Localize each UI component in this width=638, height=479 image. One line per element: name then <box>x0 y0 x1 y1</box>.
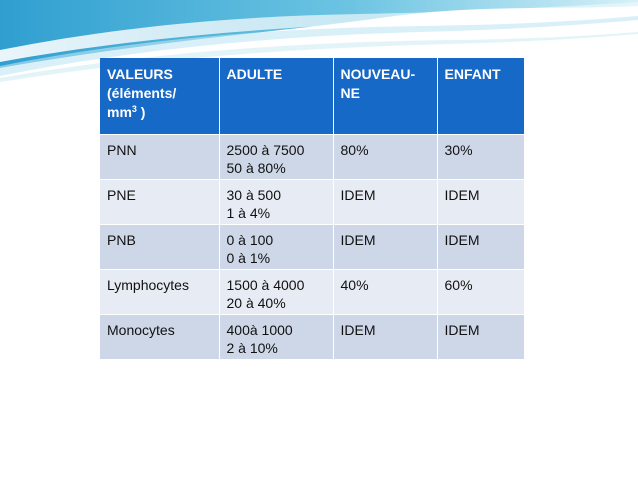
cell-name: Lymphocytes <box>100 269 219 314</box>
cell-nouveau-ne: 40% <box>333 269 437 314</box>
cell-name: PNE <box>100 179 219 224</box>
cell-adulte <box>219 179 333 224</box>
cell-adulte <box>219 224 333 269</box>
table-row-pne <box>100 179 524 224</box>
cell-enfant: 60% <box>437 269 524 314</box>
header-enfant-label: ENFANT <box>444 66 501 82</box>
header-valeurs-unit: mm <box>107 104 132 120</box>
table-row-lymphocytes <box>100 269 524 314</box>
cell-name: PNN <box>100 134 219 179</box>
header-valeurs-line1: VALEURS <box>107 66 173 82</box>
cell-enfant: IDEM <box>437 224 524 269</box>
table-row-pnb <box>100 224 524 269</box>
cell-enfant: IDEM <box>437 314 524 359</box>
cell-adulte-range: 400à 1000 <box>226 321 293 338</box>
header-nouveau-ne-line1: NOUVEAU- <box>340 66 416 82</box>
cell-adulte-range: 2500 à 7500 <box>226 141 305 158</box>
cell-adulte-pct: 1 à 4% <box>226 204 271 221</box>
header-adulte-label: ADULTE <box>226 66 283 82</box>
cell-adulte <box>219 134 333 179</box>
cell-adulte-range: 1500 à 4000 <box>226 276 305 293</box>
header-valeurs <box>100 58 219 134</box>
cell-name: Monocytes <box>100 314 219 359</box>
header-enfant <box>437 58 524 134</box>
table-header-row <box>100 58 524 134</box>
cell-adulte-range: 0 à 100 <box>226 231 274 248</box>
blood-values-table <box>100 58 524 359</box>
cell-adulte-pct: 2 à 10% <box>226 339 278 356</box>
header-nouveau-ne <box>333 58 437 134</box>
header-valeurs-line3 <box>107 103 213 122</box>
cell-adulte-range: 30 à 500 <box>226 186 281 203</box>
cell-adulte <box>219 314 333 359</box>
cell-enfant: IDEM <box>437 179 524 224</box>
table-row-pnn <box>100 134 524 179</box>
cell-adulte-pct: 50 à 80% <box>226 159 286 176</box>
header-valeurs-line2: (éléments/ <box>107 85 177 101</box>
table-row-monocytes <box>100 314 524 359</box>
cell-name: PNB <box>100 224 219 269</box>
header-valeurs-close: ) <box>136 104 146 120</box>
cell-adulte-pct: 20 à 40% <box>226 294 286 311</box>
cell-nouveau-ne: IDEM <box>333 179 437 224</box>
cell-nouveau-ne: IDEM <box>333 224 437 269</box>
cell-adulte-pct: 0 à 1% <box>226 249 271 266</box>
header-adulte <box>219 58 333 134</box>
cell-enfant: 30% <box>437 134 524 179</box>
cell-nouveau-ne: 80% <box>333 134 437 179</box>
cell-nouveau-ne: IDEM <box>333 314 437 359</box>
cell-adulte <box>219 269 333 314</box>
header-nouveau-ne-line2: NE <box>340 85 360 101</box>
header-valeurs-exponent: 3 <box>131 104 137 114</box>
